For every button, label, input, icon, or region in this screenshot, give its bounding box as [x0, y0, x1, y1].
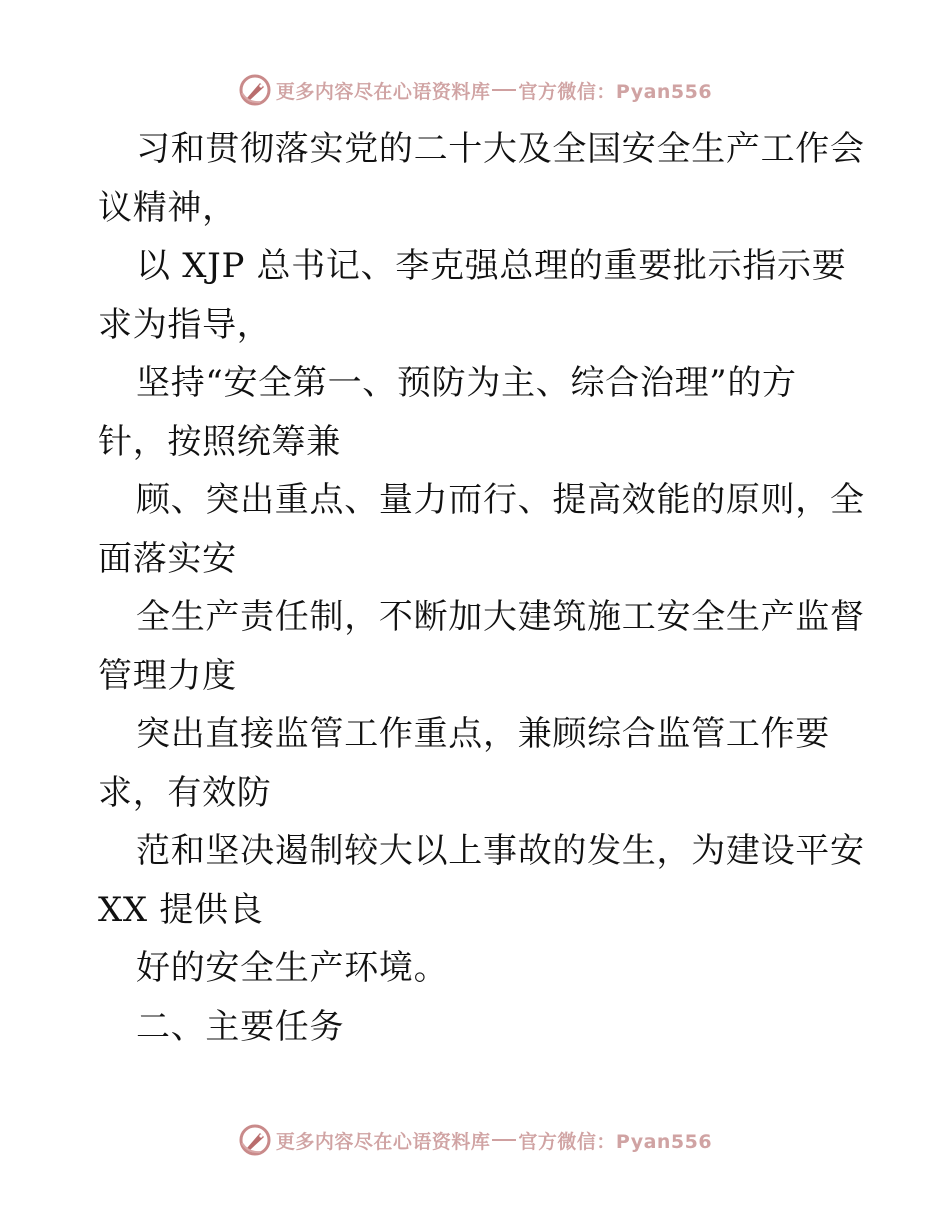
- paragraph-line: 针，按照统筹兼: [98, 421, 341, 462]
- watermark-separator: [492, 89, 516, 91]
- watermark-separator: [492, 1139, 516, 1141]
- pen-nib-logo-icon: [238, 73, 272, 107]
- paragraph-line: 习和贯彻落实党的二十大及全国安全生产工作会: [136, 129, 865, 169]
- paragraph-line: 坚持“安全第一、预防为主、综合治理”的方: [136, 363, 797, 403]
- pen-nib-logo-icon: [238, 1123, 272, 1157]
- paragraph-line: 面落实安: [98, 538, 237, 579]
- watermark-main-text: 更多内容尽在心语资料库: [275, 1130, 491, 1153]
- paragraph-line: 全生产责任制，不断加大建筑施工安全生产监督: [136, 597, 865, 637]
- header-watermark: [0, 70, 950, 110]
- watermark-sub-text: 官方微信：Pyan556: [518, 1130, 713, 1153]
- paragraph-line: 以 XJP 总书记、李克强总理的重要批示指示要: [136, 246, 847, 286]
- paragraph-line: 突出直接监管工作重点，兼顾综合监管工作要: [136, 714, 830, 754]
- watermark-sub-text: 官方微信：Pyan556: [518, 80, 713, 103]
- document-body: [98, 120, 865, 1056]
- paragraph-line: XX 提供良: [98, 889, 264, 930]
- paragraph-line: 范和坚决遏制较大以上事故的发生，为建设平安: [136, 831, 865, 871]
- paragraph-line: 顾、突出重点、量力而行、提高效能的原则，全: [136, 480, 865, 520]
- watermark-main-text: 更多内容尽在心语资料库: [275, 80, 491, 103]
- footer-watermark: [0, 1120, 950, 1160]
- paragraph-line: 求为指导，: [98, 304, 272, 345]
- paragraph-line: 议精神，: [98, 187, 237, 228]
- paragraph-line: 好的安全生产环境。: [136, 948, 449, 988]
- paragraph-line: 管理力度: [98, 655, 237, 696]
- section-heading: 二、主要任务: [136, 1006, 345, 1047]
- paragraph-line: 求，有效防: [98, 772, 272, 813]
